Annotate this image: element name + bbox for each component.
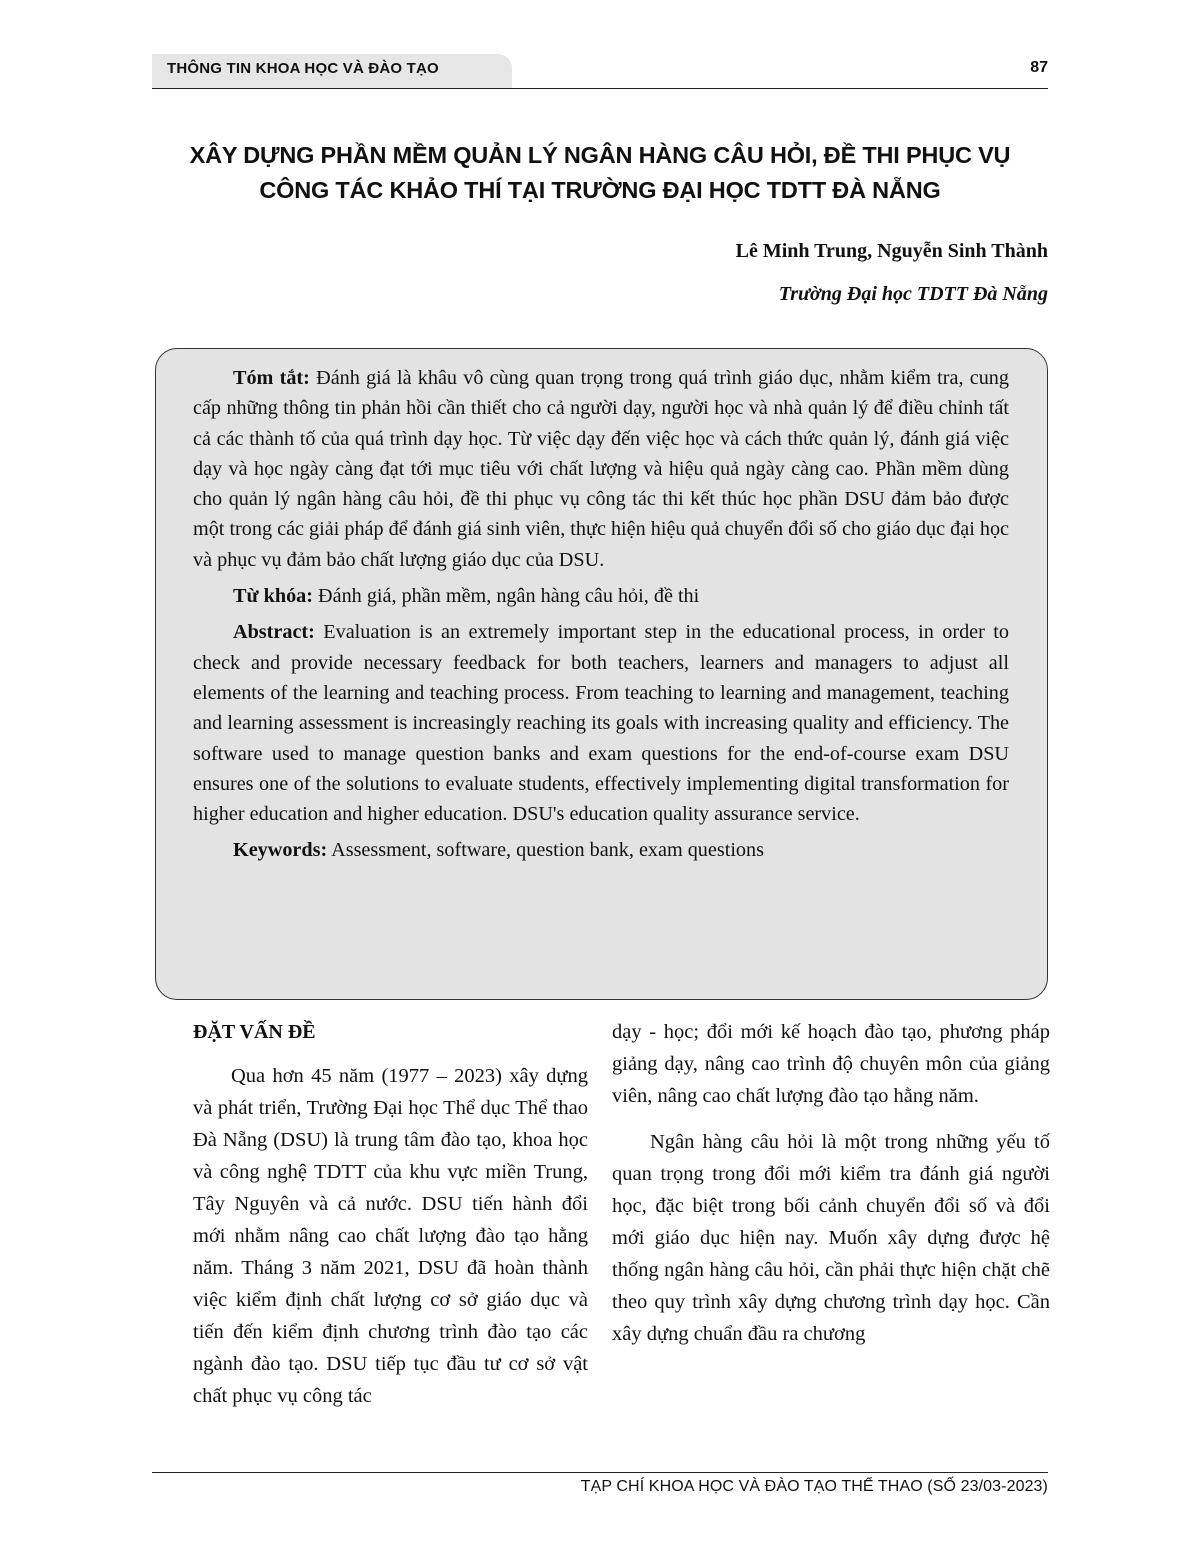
body-paragraph: Ngân hàng câu hỏi là một trong những yếu tố quan trọng trong đổi mới kiểm tra đánh giá người học, đặc biệt trong bối cảnh chuyển đổi số và đổi mới giáo dục hiện nay. Muốn xây dựng được hệ thống ngân hàng câu hỏi, cần phải thực hiện chặt chẽ theo quy trình xây dựng chương trình dạy học. Cần xây dựng chuẩn đầu ra chương — [612, 1131, 1050, 1345]
abstract-label: Abstract: — [233, 621, 315, 644]
abstract-paragraph — [193, 617, 1009, 829]
affiliation: Trường Đại học TDTT Đà Nẵng — [778, 283, 1048, 305]
keywords-label: Keywords: — [233, 839, 328, 862]
keywords-text: Assessment, software, question bank, exam questions — [327, 839, 764, 862]
right-column — [612, 1016, 1050, 1350]
authors: Lê Minh Trung, Nguyễn Sinh Thành — [735, 240, 1048, 262]
left-column — [193, 1016, 588, 1412]
title-line-1: XÂY DỰNG PHẦN MỀM QUẢN LÝ NGÂN HÀNG CÂU HỎI, ĐỀ THI PHỤC VỤ — [189, 142, 1011, 168]
title-line-2: CÔNG TÁC KHẢO THÍ TẠI TRƯỜNG ĐẠI HỌC TDTT ĐÀ NẴNG — [259, 177, 941, 203]
article-title — [152, 138, 1048, 208]
tomtat-paragraph — [193, 363, 1009, 575]
tukhoa-text: Đánh giá, phần mềm, ngân hàng câu hỏi, đề thi — [313, 585, 700, 608]
page-number: 87 — [1030, 59, 1048, 76]
footer-rule — [152, 1472, 1048, 1473]
section-heading: ĐẶT VẤN ĐỀ — [193, 1021, 316, 1043]
journal-footer: TẠP CHÍ KHOA HỌC VÀ ĐÀO TẠO THỂ THAO (SỐ 23/03-2023) — [580, 1478, 1048, 1495]
abstract-text: Evaluation is an extremely important step in the educational process, in order to check and provide necessary feedback for both teachers, learners and managers to adjust all elements of the learning and teaching process. From teaching to learning and management, teaching and learning assessment is increasingly reaching its goals with increasing quality and efficiency. The software used to manage question banks and exam questions for the end-of-course exam DSU ensures one of the solutions to evaluate students, effectively implementing digital transformation for higher education and higher education. DSU's education quality assurance service. — [193, 621, 1009, 826]
header-rule — [152, 88, 1048, 89]
abstract-box — [155, 348, 1048, 1000]
section-label: THÔNG TIN KHOA HỌC VÀ ĐÀO TẠO — [167, 60, 439, 77]
tukhoa-label: Từ khóa: — [233, 585, 313, 608]
body-paragraph: Qua hơn 45 năm (1977 – 2023) xây dựng và phát triển, Trường Đại học Thể dục Thể thao Đà Nẵng (DSU) là trung tâm đào tạo, khoa học và công nghệ TDTT của khu vực miền Trung, Tây Nguyên và cả nước. DSU tiến hành đổi mới nhằm nâng cao chất lượng đào tạo hằng năm. Tháng 3 năm 2021, DSU đã hoàn thành việc kiểm định chất lượng cơ sở giáo dục và tiến đến kiểm định chương trình đào tạo các ngành đào tạo. DSU tiếp tục đầu tư cơ sở vật chất phục vụ công tác — [193, 1065, 588, 1407]
body-paragraph: dạy - học; đổi mới kế hoạch đào tạo, phương pháp giảng dạy, nâng cao trình độ chuyên môn của giảng viên, nâng cao chất lượng đào tạo hằng năm. — [612, 1021, 1050, 1107]
tomtat-label: Tóm tắt: — [233, 367, 310, 389]
tomtat-text: Đánh giá là khâu vô cùng quan trọng trong quá trình giáo dục, nhằm kiểm tra, cung cấp những thông tin phản hồi cần thiết cho cả người dạy, người học và nhà quản lý để điều chỉnh tất cả các thành tố của quá trình dạy học. Từ việc dạy đến việc học và cách thức quản lý, đánh giá việc dạy và học ngày càng đạt tới mục tiêu với chất lượng và hiệu quả ngày càng cao. Phần mềm dùng cho quản lý ngân hàng câu hỏi, đề thi phục vụ công tác thi kết thúc học phần DSU đảm bảo được một trong các giải pháp để đánh giá sinh viên, thực hiện hiệu quả chuyển đổi số cho giáo dục đại học và phục vụ đảm bảo chất lượng giáo dục của DSU. — [193, 367, 1009, 571]
tukhoa-paragraph — [193, 581, 1009, 611]
keywords-paragraph — [193, 835, 1009, 865]
